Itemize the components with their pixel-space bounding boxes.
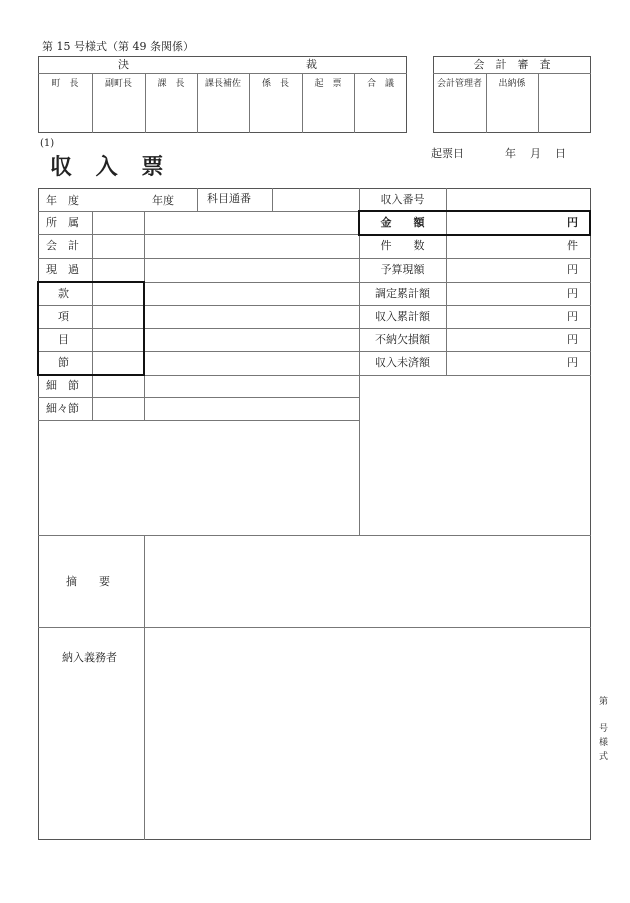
label-kou: 項 <box>58 310 69 323</box>
unit-amount-yen: 円 <box>567 216 578 229</box>
label-moku: 目 <box>58 333 69 346</box>
label-saisaisetsu: 細々節 <box>46 402 79 415</box>
label-account-code: 科目通番 <box>207 192 251 205</box>
unit-assessed-yen: 円 <box>567 287 578 300</box>
approval-col-mayor: 町 長 <box>51 79 79 89</box>
label-count: 件 数 <box>380 239 425 252</box>
approval-col-subsection-chief: 係 長 <box>261 79 289 89</box>
label-saisetsu: 細 節 <box>46 379 79 392</box>
budget-category-box <box>37 281 145 376</box>
label-amount: 金 額 <box>380 216 425 229</box>
label-income-total: 収入累計額 <box>375 310 430 323</box>
label-receipt-number: 収入番号 <box>380 193 425 206</box>
unit-count: 件 <box>567 239 578 252</box>
label-default-loss: 不納欠損額 <box>375 333 430 346</box>
audit-col-accounting-manager: 会計管理者 <box>436 79 482 89</box>
label-fiscal-year-unit: 年度 <box>152 194 174 207</box>
label-accounting: 会 計 <box>46 239 79 252</box>
label-budget: 予算現額 <box>380 263 425 276</box>
label-summary: 摘 要 <box>66 575 110 588</box>
side-label-go: 号 <box>599 724 609 734</box>
approval-col-consultation: 合 議 <box>366 79 394 89</box>
label-department: 所 属 <box>46 216 79 229</box>
label-current-past: 現 過 <box>46 263 79 276</box>
issue-date-year: 年 <box>505 147 516 160</box>
copy-number: (1) <box>40 138 55 149</box>
unit-uncollected-yen: 円 <box>567 356 578 369</box>
page-title: 収 入 票 <box>50 154 172 180</box>
side-label-shiki: 式 <box>599 752 609 762</box>
approval-table <box>38 56 407 133</box>
label-uncollected: 収入未済額 <box>375 356 430 369</box>
unit-loss-yen: 円 <box>567 333 578 346</box>
issue-date-month: 月 <box>530 147 541 160</box>
side-label-yo: 様 <box>599 738 609 748</box>
label-payer: 納入義務者 <box>62 651 117 664</box>
issue-date-day: 日 <box>555 147 566 160</box>
unit-budget-yen: 円 <box>567 263 578 276</box>
approval-col-drafter: 起 票 <box>314 79 342 89</box>
approval-col-assistant-chief: 課長補佐 <box>204 79 241 89</box>
label-kan: 款 <box>58 287 69 300</box>
approval-title-right: 裁 <box>306 58 317 71</box>
label-fiscal-year: 年 度 <box>46 194 79 207</box>
side-label-no: 第 <box>599 697 609 707</box>
label-assessed-total: 調定累計額 <box>375 287 430 300</box>
audit-title: 会 計 審 査 <box>473 58 551 71</box>
approval-col-deputy-mayor: 副町長 <box>104 79 132 89</box>
issue-date-label: 起票日 <box>431 147 464 160</box>
label-setsu: 節 <box>58 356 69 369</box>
form-header: 第 15 号様式（第 49 条関係） <box>42 40 194 53</box>
unit-income-yen: 円 <box>567 310 578 323</box>
approval-title-left: 決 <box>118 58 129 71</box>
audit-col-cashier: 出納係 <box>498 79 526 89</box>
approval-col-section-chief: 課 長 <box>157 79 185 89</box>
